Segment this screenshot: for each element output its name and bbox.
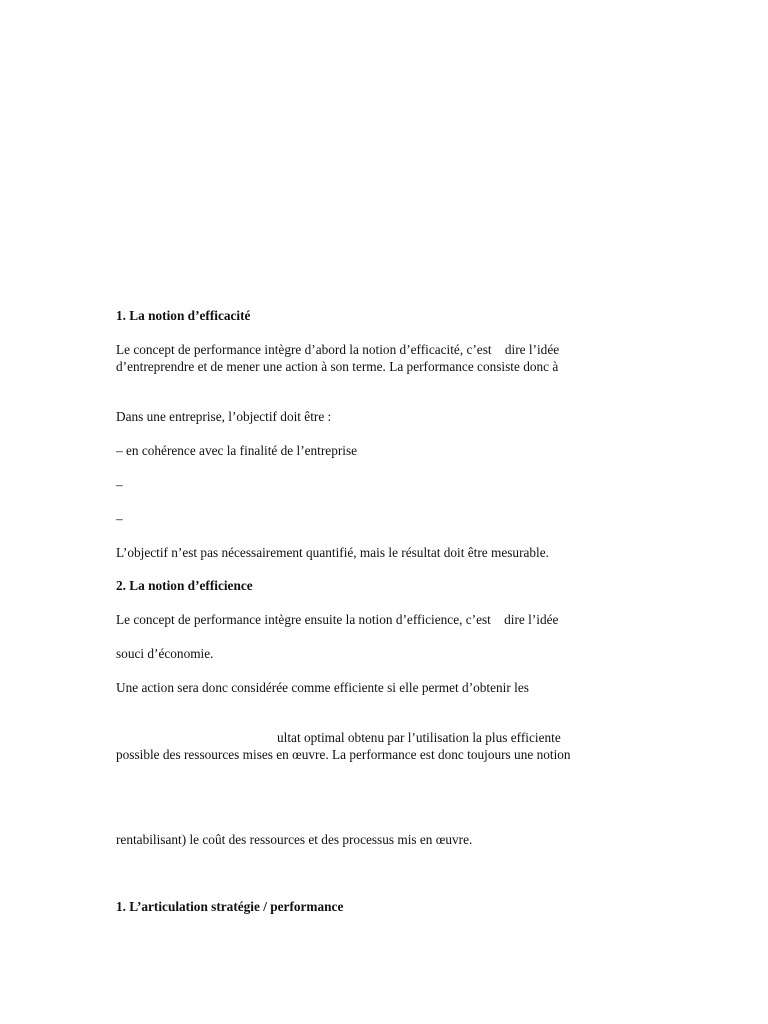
paragraph-line: Dans une entreprise, l’objectif doit être : bbox=[116, 409, 332, 424]
paragraph-line: rentabilisant) le coût des ressources et des processus mis en œuvre. bbox=[116, 832, 473, 847]
paragraph-line: L’objectif n’est pas nécessairement quantifié, mais le résultat doit être mesurable. bbox=[116, 545, 549, 560]
section-heading-efficacite: 1. La notion d’efficacité bbox=[116, 308, 251, 323]
paragraph-line: Le concept de performance intègre ensuite la notion d’efficience, c’est dire l’idée bbox=[116, 612, 559, 627]
paragraph-line: d’entreprendre et de mener une action à son terme. La performance consiste donc à bbox=[116, 359, 559, 374]
paragraph-line: possible des ressources mises en œuvre. La performance est donc toujours une notion bbox=[116, 747, 571, 762]
list-item: – bbox=[116, 511, 123, 526]
list-item: – en cohérence avec la finalité de l’entreprise bbox=[116, 443, 358, 458]
section-heading-efficience: 2. La notion d’efficience bbox=[116, 578, 253, 593]
paragraph-line: Le concept de performance intègre d’abord la notion d’efficacité, c’est dire l’idée bbox=[116, 342, 560, 357]
section-heading-articulation: 1. L’articulation stratégie / performance bbox=[116, 899, 344, 914]
paragraph-line: souci d’économie. bbox=[116, 646, 214, 661]
paragraph-line: ultat optimal obtenu par l’utilisation la plus efficiente bbox=[277, 730, 561, 745]
list-item: – bbox=[116, 477, 123, 492]
paragraph-line: Une action sera donc considérée comme efficiente si elle permet d’obtenir les bbox=[116, 680, 529, 695]
